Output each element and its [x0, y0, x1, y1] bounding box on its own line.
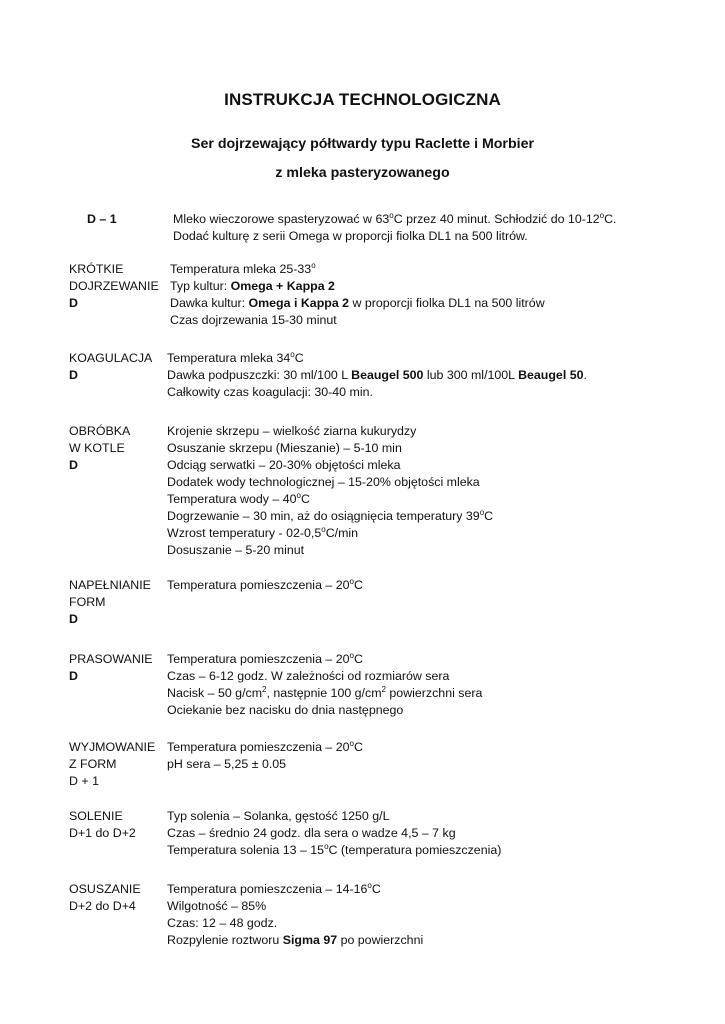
- step-text-line: Temperatura pomieszczenia – 20$^o$C: [167, 738, 363, 754]
- step-text-line: Temperatura mleka 25-33$^o$: [170, 260, 316, 276]
- step-text-line: Czas – średnio 24 godz. dla sera o wadze 4,5 – 7 kg: [167, 826, 456, 840]
- step-text: [167, 577, 363, 594]
- step-text-line: Rozpylenie roztworu Sigma 97 po powierzchni: [167, 933, 424, 947]
- step-text-line: Dawka podpuszczki: 30 ml/100 L Beaugel 500 lub 300 ml/100L Beaugel 50.: [167, 368, 587, 382]
- step-text-line: Temperatura pomieszczenia – 20$^o$C: [167, 650, 363, 666]
- superscript: o: [349, 576, 354, 586]
- step-text-line: Odciąg serwatki – 20-30% objętości mleka: [167, 458, 401, 472]
- superscript: 2: [381, 684, 386, 694]
- step-label-line: D+2 do D+4: [69, 899, 136, 913]
- step-label: [69, 881, 167, 915]
- superscript: 2: [262, 684, 267, 694]
- step-text-line: Temperatura wody – 40$^o$C: [167, 490, 310, 506]
- step-text-line: Czas: 12 – 48 godz.: [167, 916, 278, 930]
- bold-text: D: [69, 612, 78, 626]
- step-label: [69, 651, 167, 685]
- step-text-line: Wzrost temperatury - 02-0,5$^o$C/min: [167, 524, 359, 540]
- step-text: [173, 211, 616, 245]
- document-subtitle: Ser dojrzewający półtwardy typu Raclette i Morbier: [191, 136, 534, 152]
- step-text: [167, 808, 501, 859]
- step-text-line: Typ solenia – Solanka, gęstość 1250 g/L: [167, 809, 390, 823]
- bold-text: D: [69, 296, 78, 310]
- superscript: o: [367, 880, 372, 890]
- superscript: o: [296, 490, 301, 500]
- bold-text: D: [69, 458, 78, 472]
- superscript: o: [599, 210, 605, 220]
- step-label: [69, 423, 167, 474]
- step-label-line: KOAGULACJA: [69, 351, 153, 365]
- bold-text: D: [69, 669, 78, 683]
- step-text-line: Wilgotność – 85%: [167, 899, 267, 913]
- step-text: [167, 651, 482, 719]
- step-label-line: OSUSZANIE: [69, 882, 141, 896]
- step-label: [69, 350, 167, 384]
- step-label: [87, 211, 185, 228]
- bold-text: Omega i Kappa 2: [248, 296, 350, 310]
- step-label-line: D+1 do D+2: [69, 826, 136, 840]
- step-label-line: OBRÓBKA: [69, 424, 131, 438]
- step-label-line: [69, 367, 167, 384]
- step-text-line: Mleko wieczorowe spasteryzować w 63$^o$C przez 40 minut. Schłodzić do 10-12$^o$C.: [173, 210, 617, 226]
- step-text: [170, 261, 545, 329]
- step-label-line: Z FORM: [69, 757, 117, 771]
- step-text-line: Temperatura mleka 34$^o$C: [167, 349, 304, 365]
- step-label: [69, 739, 167, 790]
- superscript: o: [324, 841, 329, 851]
- step-text: [167, 350, 587, 401]
- step-text-line: Nacisk – 50 $g/cm^2$, następnie 100 $g/cm^2$ powierzchni sera: [167, 684, 483, 700]
- step-label-line: [69, 295, 167, 312]
- step-label-line: D + 1: [69, 774, 99, 788]
- step-label-line: PRASOWANIE: [69, 652, 153, 666]
- step-label-line: WYJMOWANIE: [69, 740, 156, 754]
- superscript: o: [321, 524, 326, 534]
- bold-text: Omega + Kappa 2: [230, 279, 335, 293]
- step-label: [69, 808, 167, 842]
- step-label-line: FORM: [69, 595, 106, 609]
- step-text: [167, 881, 423, 949]
- bold-text: Beaugel 50: [518, 368, 584, 382]
- step-label-line: DOJRZEWANIE: [69, 279, 159, 293]
- superscript: o: [290, 349, 295, 359]
- step-label-line: [69, 611, 167, 628]
- step-label-line: W KOTLE: [69, 441, 125, 455]
- document-title: INSTRUKCJA TECHNOLOGICZNA: [224, 90, 501, 109]
- superscript: o: [349, 738, 354, 748]
- step-text-line: Dawka kultur: Omega i Kappa 2 w proporcji fiolka DL1 na 500 litrów: [170, 296, 545, 310]
- step-text-line: Temperatura solenia 13 – 15$^o$C (temperatura pomieszczenia): [167, 841, 502, 857]
- step-text-line: Całkowity czas koagulacji: 30-40 min.: [167, 385, 373, 399]
- superscript: o: [389, 210, 394, 220]
- document-subtitle-line-2: z mleka pasteryzowanego: [275, 165, 450, 181]
- step-label: [69, 577, 167, 628]
- superscript: o: [349, 650, 354, 660]
- step-text: [167, 423, 493, 559]
- step-text-line: Dosuszanie – 5-20 minut: [167, 543, 305, 557]
- step-text-line: Osuszanie skrzepu (Mieszanie) – 5-10 min: [167, 441, 402, 455]
- step-text-line: Dogrzewanie – 30 min, aż do osiągnięcia temperatury 39$^o$C: [167, 507, 494, 523]
- step-label: [69, 261, 167, 312]
- step-text-line: pH sera – 5,25 ± 0.05: [167, 757, 287, 771]
- step-label-line: [69, 457, 167, 474]
- step-label-line: NAPEŁNIANIE: [69, 578, 151, 592]
- step-text-line: Temperatura pomieszczenia – 20$^o$C: [167, 576, 363, 592]
- step-text-line: Czas dojrzewania 15-30 minut: [170, 313, 337, 327]
- bold-text: D: [69, 368, 78, 382]
- step-label-line: KRÓTKIE: [69, 262, 124, 276]
- step-text-line: Dodatek wody technologicznej – 15-20% objętości mleka: [167, 475, 480, 489]
- bold-text: Beaugel 500: [351, 368, 424, 382]
- bold-text: Sigma 97: [282, 933, 338, 947]
- step-text: [167, 739, 363, 773]
- step-text-line: Temperatura pomieszczenia – 14-16$^o$C: [167, 880, 381, 896]
- superscript: o: [311, 260, 316, 270]
- step-label-line: D – 1: [87, 212, 117, 226]
- superscript: o: [479, 507, 485, 517]
- step-text-line: Czas – 6-12 godz. W zależności od rozmiarów sera: [167, 669, 450, 683]
- step-text-line: Ociekanie bez nacisku do dnia następnego: [167, 703, 404, 717]
- step-text-line: Krojenie skrzepu – wielkość ziarna kukurydzy: [167, 424, 417, 438]
- step-text-line: Dodać kulturę z serii Omega w proporcji fiolka DL1 na 500 litrów.: [173, 229, 528, 243]
- step-text-line: Typ kultur: Omega + Kappa 2: [170, 279, 335, 293]
- step-label-line: SOLENIE: [69, 809, 123, 823]
- step-label-line: [69, 668, 167, 685]
